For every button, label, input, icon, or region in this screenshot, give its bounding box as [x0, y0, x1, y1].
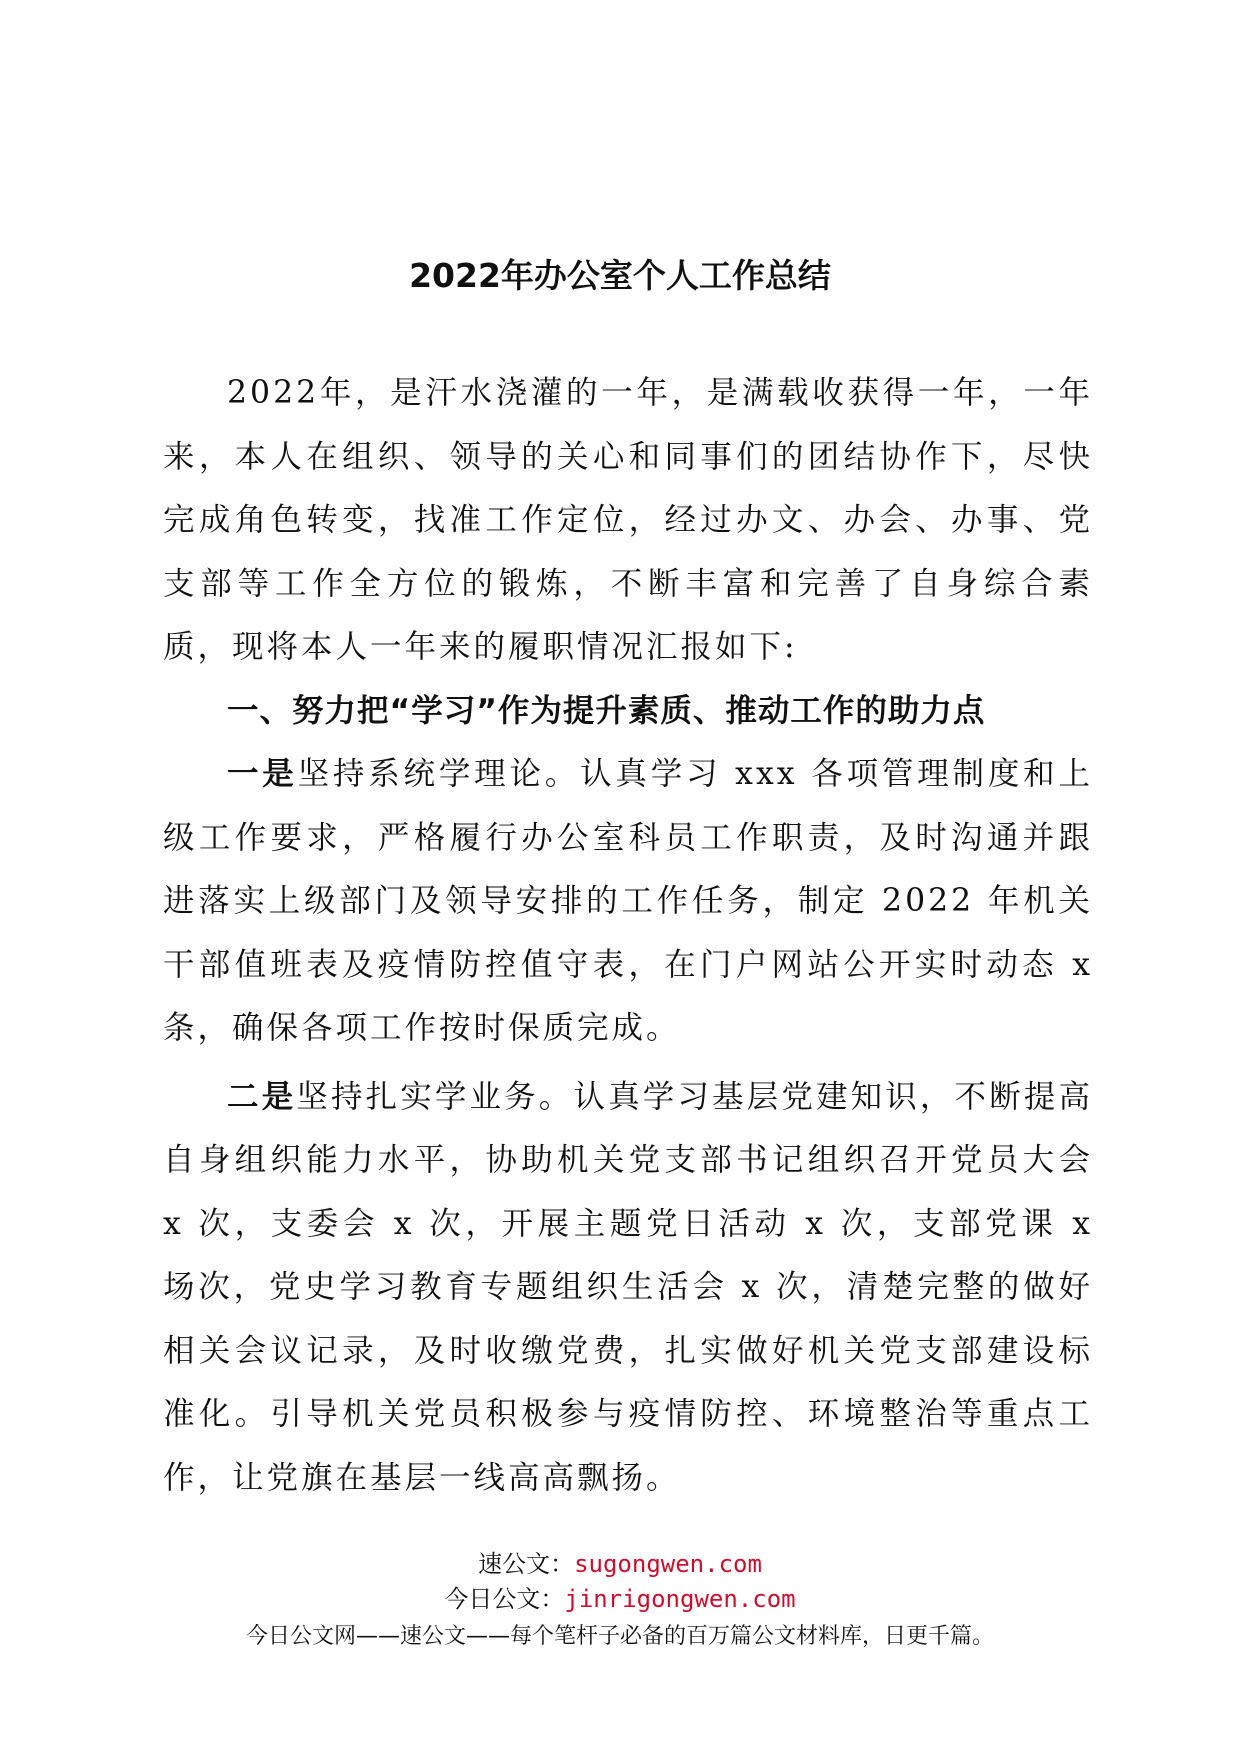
footer-line-one [0, 1548, 1240, 1580]
footer-site-link[interactable]: sugongwen.com [574, 1550, 762, 1578]
item-two-paragraph [163, 1066, 1093, 1511]
item-one-text: 坚持系统学理论。认真学习 xxx 各项管理制度和上级工作要求，严格履行办公室科员工作职责，及时沟通并跟进落实上级部门及领导安排的工作任务，制定 2022 年机关干部值班表及疫情防控值守表，在门户网站公开实时动态 x 条，确保各项工作按时保质完成。 [163, 756, 1093, 1046]
footer-line-two [0, 1583, 1240, 1615]
document-body [163, 362, 1093, 1510]
footer-slogan [0, 1622, 1240, 1652]
footer-site-label: 速公文： [478, 1550, 575, 1578]
footer-slogan-text: 今日公文网——速公文——每个笔杆子必备的百万篇公文材料库，日更千篇。 [245, 1624, 994, 1649]
section-heading: 一、努力把“学习”作为提升素质、推动工作的助力点 [227, 692, 986, 729]
item-one-paragraph [163, 743, 1093, 1061]
item-two-text: 坚持扎实学业务。认真学习基层党建知识，不断提高自身组织能力水平，协助机关党支部书记组织召开党员大会 x 次，支委会 x 次，开展主题党日活动 x 次，支部党课 x 场次，党史学习教育专题组织生活会 x 次，清楚完整的做好相关会议记录，及时收缴党费，扎实做好机关党支部建设标准化。引导机关党员积极参与疫情防控、环境整治等重点工作，让党旗在基层一线高高飘扬。 [163, 1078, 1093, 1496]
footer-site-label-two: 今日公文： [444, 1585, 565, 1613]
document-title: 2022年办公室个人工作总结 [409, 256, 831, 295]
intro-paragraph: 2022年，是汗水浇灌的一年，是满载收获得一年，一年来，本人在组织、领导的关心和同事们的团结协作下，尽快完成角色转变，找准工作定位，经过办文、办会、办事、党支部等工作全方位的锻炼，不断丰富和完善了自身综合素质，现将本人一年来的履职情况汇报如下: [163, 375, 1093, 665]
item-two-lead: 二是 [227, 1078, 297, 1115]
footer-site-link-two[interactable]: jinrigongwen.com [564, 1585, 796, 1613]
item-one-lead: 一是 [227, 756, 298, 792]
